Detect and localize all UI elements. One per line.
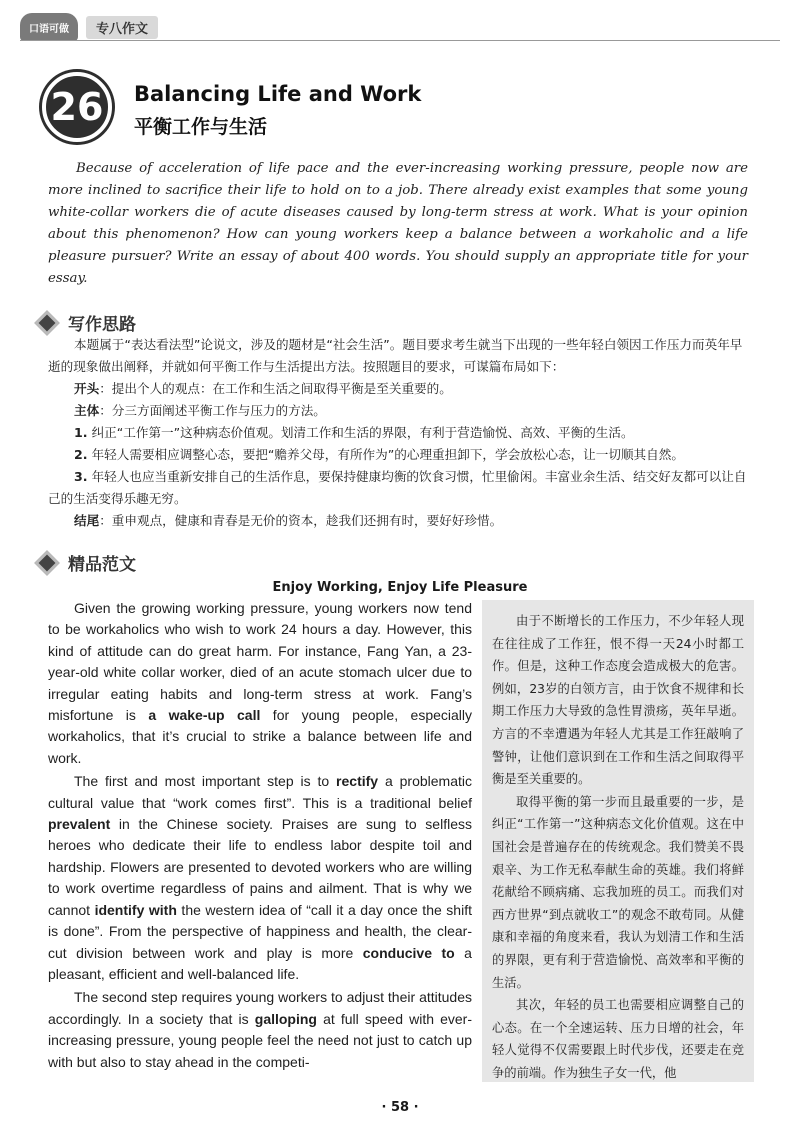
text-span: in the Chinese society. Praises are sung to selfless heroes who dedicate their life to endless labor despite toil and hardship. Flowers are presented to devoted workers who are willing to work overtime regardless of pains and ailment. That is why we cannot: [48, 816, 472, 918]
text-span: Given the growing working pressure, young workers now tend to be workaholics who wish to work 24 hours a day. However, this kind of attitude can do great harm. For instance, Fang Yan, a 23-year-old white collar worker, died of an acute stomach ulcer due to irregular eating habits and long-term stress at work. Fang’s misfortune is: [48, 600, 472, 724]
essay-paragraph-1: [48, 598, 472, 769]
keyword: identify with: [94, 901, 177, 918]
unit-number-badge: [32, 62, 122, 152]
section-heading-text: 写作思路: [68, 315, 136, 335]
point-number: 2.: [74, 447, 88, 462]
text-span: for young people, especially workaholics, that it’s crucial to strike a balance between life and work.: [48, 707, 473, 766]
ideas-ending: [48, 510, 748, 532]
section-heading-text: 精品范文: [68, 555, 136, 575]
page-number: · 58 ·: [381, 1100, 419, 1115]
essay-english-column: [48, 598, 472, 1075]
translation-paragraph-2: 取得平衡的第一步而且最重要的一步，是纠正“工作第一”这种病态文化价值观。这在中国社会是普遍存在的传统观念。我们赞美不畏艰辛、为工作无私奉献生命的英雄。我们将鲜花献给不顾病痛、忘我加班的员工。而我们对西方世界“到点就收工”的观念不敢苟同。从健康和幸福的角度来看，我认为划清工作和生活的界限，更有利于营造愉悦、高效率和平衡的生活。: [492, 794, 744, 990]
ideas-body: [48, 400, 748, 422]
ideas-point-2: [48, 444, 748, 466]
keyword: prevalent: [48, 816, 111, 833]
ideas-opening: [48, 378, 748, 400]
point-number: 3.: [74, 469, 88, 484]
text-span: The first and most important step is to: [74, 773, 337, 790]
text-span: a problematic cultural value that “work comes first”. This is a traditional belief: [48, 773, 472, 811]
translation-paragraph-3: 其次，年轻的员工也需要相应调整自己的心态。在一个全速运转、压力日增的社会，年轻人觉得不仅需要跟上时代步伐，还要走在竞争的前端。作为独生子女一代，他: [492, 998, 744, 1080]
essay-prompt: Because of acceleration of life pace and the ever-increasing working pressure, people now are more inclined to sacrifice their life to hold on to a job. There already exist examples that some young white-collar workers die of acute diseases caused by long-term stress at work. What is your opinion about this phenomenon? How can young workers keep a balance between a workaholic and a life pleasure pursuer? Write an essay of about 400 words. You should supply an appropriate title for your essay.: [48, 161, 748, 286]
ideas-intro: 本题属于“表达看法型”论说文，涉及的题材是“社会生活”。题目要求考生就当下出现的一些年轻白领因工作压力而英年早逝的现象做出阐释，并就如何平衡工作与生活提出方法。按照题目的要求，可谋篇布局如下：: [48, 337, 743, 374]
section-heading-sample: [38, 550, 136, 575]
diamond-bullet-icon: [34, 310, 59, 335]
essay-title: Enjoy Working, Enjoy Life Pleasure: [272, 580, 528, 595]
section-heading-ideas: [38, 310, 136, 335]
unit-title-cn: 平衡工作与生活: [134, 116, 268, 138]
ideas-point-1: [48, 422, 748, 444]
text-span: the western idea of “call it a day once the shift is done”. From the perspective of happiness and health, the clear-cut division between work and play is more: [48, 901, 472, 961]
essay-chinese-translation: [482, 600, 754, 1082]
unit-number: 26: [42, 72, 112, 142]
unit-title-en: Balancing Life and Work: [134, 82, 422, 106]
keyword: rectify: [336, 773, 379, 790]
header-divider: [20, 40, 780, 41]
ending-label: 结尾: [74, 513, 100, 528]
point-text: 年轻人也应当重新安排自己的生活作息，要保持健康均衡的饮食习惯，忙里偷闲。丰富业余生活、结交好友都可以让自己的生活变得乐趣无穷。: [48, 469, 747, 506]
text-span: The second step requires young workers to adjust their attitudes accordingly. In a society that is: [48, 989, 472, 1027]
section-label: 专八作文: [86, 16, 158, 39]
diamond-bullet-icon: [34, 550, 59, 575]
body-label: 主体: [74, 403, 100, 418]
series-logo: 口语可做: [20, 13, 78, 41]
text-span: at full speed with ever-increasing pressure, young people feel the need not just to catch up with but also to stay ahead in the competi-: [48, 1010, 472, 1070]
text-span: a pleasant, efficient and well-balanced life.: [48, 944, 472, 982]
ending-text: ：重申观点，健康和青春是无价的资本，趁我们还拥有时，要好好珍惜。: [99, 513, 503, 528]
keyword: conducive to: [362, 944, 455, 961]
writing-ideas-block: [48, 334, 748, 532]
translation-paragraph-1: 由于不断增长的工作压力，不少年轻人现在往往成了工作狂，恨不得一天24小时都工作。但是，这种工作态度会造成极大的危害。例如，23岁的白领方言，由于饮食不规律和长期工作压力大导致的急性胃溃疡，英年早逝。方言的不幸遭遇为年轻人尤其是工作狂敲响了警钟，让他们意识到在工作和生活之间取得平衡是至关重要的。: [492, 614, 744, 787]
keyword: galloping: [254, 1010, 317, 1027]
opening-label: 开头: [74, 381, 100, 396]
header-bar: [20, 14, 158, 40]
keyword: a wake-up call: [148, 707, 261, 724]
point-text: 纠正“工作第一”这种病态价值观。划清工作和生活的界限，有利于营造愉悦、高效、平衡的生活。: [87, 425, 634, 440]
essay-paragraph-3: [48, 987, 472, 1073]
point-number: 1.: [74, 425, 88, 440]
opening-text: ：提出个人的观点：在工作和生活之间取得平衡是至关重要的。: [99, 381, 452, 396]
essay-paragraph-2: [48, 771, 472, 985]
body-text: ：分三方面阐述平衡工作与压力的方法。: [99, 403, 326, 418]
point-text: 年轻人需要相应调整心态，要把“赡养父母，有所作为”的心理重担卸下，学会放松心态，让一切顺其自然。: [87, 447, 684, 462]
ideas-point-3: [48, 466, 748, 510]
